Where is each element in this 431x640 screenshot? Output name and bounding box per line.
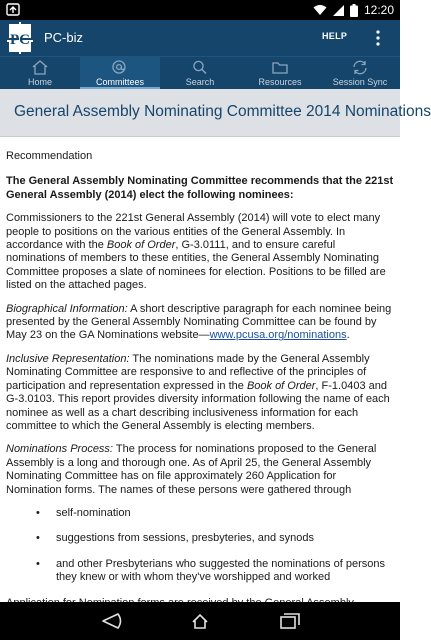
status-time: 12:20 [363,3,394,17]
status-bar [0,0,400,20]
navigation-bar [0,602,400,640]
folder-icon [270,59,290,76]
wifi-icon [313,4,327,16]
bullet: • [36,532,40,545]
sync-icon [350,59,370,76]
tab-session-sync[interactable] [320,57,400,90]
logo-text: PC [10,32,30,48]
help-button[interactable]: HELP [322,31,348,41]
app-title: PC-biz [44,30,84,45]
home-icon [30,59,50,76]
app-bar [0,20,400,56]
nominations-link[interactable]: www.pcusa.org/nominations [209,329,347,342]
tab-label: Session Sync [332,77,388,87]
paragraph-commissioners: Commissioners to the 221st General Assembly (2014) will vote to elect many people to positions on the various entities of the General Assembly. In accordance with the Book of Order, G-3.0111, and to ensure careful nominations of members to these entities, the General Assembly Nominating Committee proposes a slate of nominees for election. Positions to be filled are listed on the attached pages. [6,212,386,292]
signal-icon [333,4,344,16]
notification-icon [6,3,20,16]
section-label: Recommendation [6,150,93,162]
tab-bar [0,56,400,89]
list-item: • and other Presbyterians who suggested the nominations of persons they knew or with whom they've worshipped and worked [36,557,385,584]
search-icon [190,59,210,76]
paragraph-inclusive: Inclusive Representation: The nominations made by the General Assembly Nominating Committee are responsive to and reflective of the principles of participation and representation expressed in the Book of Order, F-1.0403 and G-3.0103. This report provides diversity information following the name of each nominee as well as a chart describing inclusiveness information for each committee to which the General Assembly is electing members. [6,352,390,432]
bullet: • [36,557,40,570]
more-vert-icon[interactable] [370,25,386,51]
tab-committees[interactable] [80,57,160,90]
paragraph-nominations-process: Nominations Process: The process for nominations proposed to the General Assembly is a long and thorough one. As of April 25, the General Assembly Nominating Committee has on file approximately 260 Application for Nomination forms. The names of these persons were gathered through [6,443,377,496]
back-icon[interactable] [92,609,132,633]
tab-search[interactable] [160,57,240,90]
paragraph-biographical: Biographical Information: A short descriptive paragraph for each nominee being presented by the General Assembly Nominating Committee can be found by May 23 on the GA Nominations website—www.pcusa.org/nominations. [6,302,392,342]
tab-label: Resources [258,77,302,87]
tab-label: Search [185,77,215,87]
page-title: General Assembly Nominating Committee 2014 Nominations [14,103,431,120]
page-header [0,89,431,137]
tab-home[interactable] [0,57,80,90]
tab-label: Home [27,77,52,87]
recommendation-text: The General Assembly Nominating Committee recommends that the 221st General Assembly (2014) elect the following nominees: [6,175,394,201]
list-item: • suggestions from sessions, presbyteries, and synods [36,532,315,545]
bullet: • [36,506,40,519]
tab-resources[interactable] [240,57,320,90]
tab-label: Committees [95,77,144,87]
home-icon[interactable] [180,609,220,633]
battery-icon [350,4,358,17]
committees-icon [110,59,130,76]
list-item: • self-nomination [36,506,131,519]
recent-apps-icon[interactable] [270,609,310,633]
pc-biz-logo[interactable] [7,22,37,54]
document-content[interactable] [6,150,394,602]
